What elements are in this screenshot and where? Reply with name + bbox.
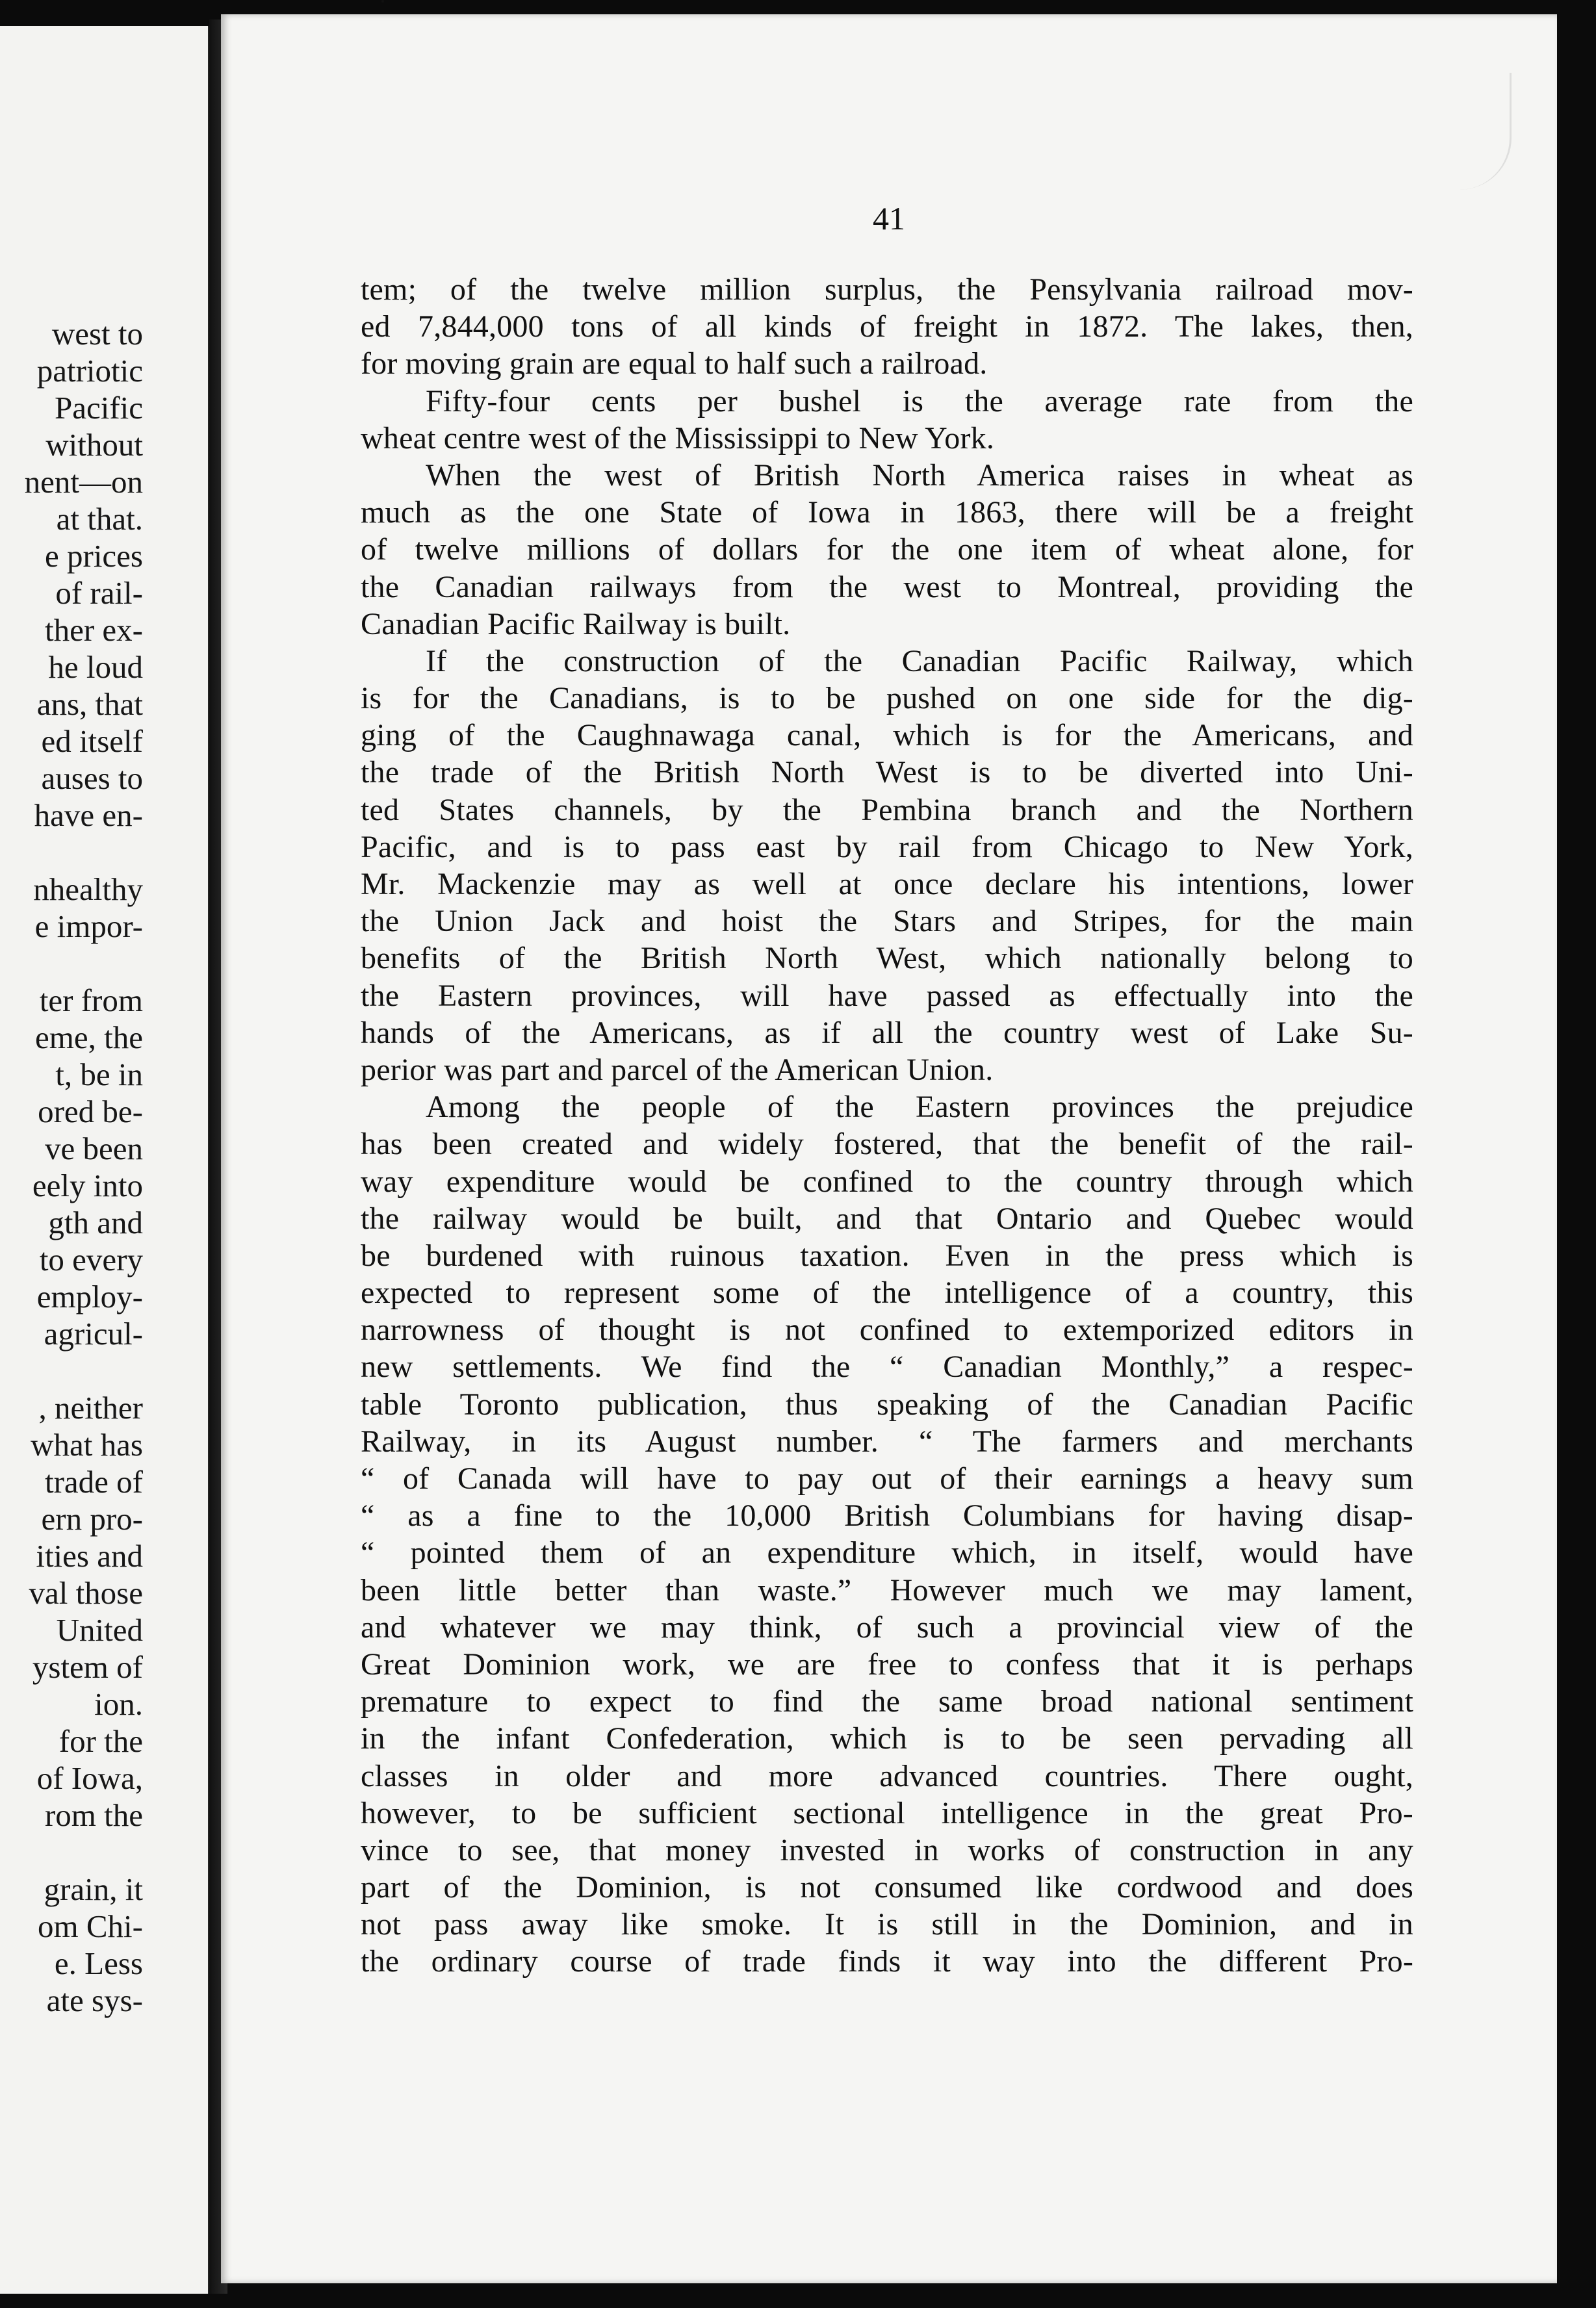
left-line: auses to [41, 760, 143, 796]
left-line [25, 1834, 143, 1871]
text-line: in the infant Confederation, which is to be seen pervading all [361, 1721, 1413, 1756]
text-line: wheat centre west of the Mississippi to New York. [361, 420, 995, 455]
left-line: what has [31, 1427, 143, 1463]
left-line: ed itself [41, 723, 143, 759]
left-line: ern pro- [41, 1501, 143, 1537]
page-stain [1438, 73, 1512, 190]
text-line: perior was part and parcel of the American Union. [361, 1052, 994, 1087]
text-line: not pass away like smoke. It is still in the Dominion, and in [361, 1907, 1413, 1942]
left-line: nhealthy [33, 871, 143, 907]
left-line: without [45, 427, 143, 463]
left-line: ystem of [32, 1649, 143, 1685]
text-line: tem; of the twelve million surplus, the Pensylvania railroad mov- [361, 272, 1413, 307]
left-line: e. Less [54, 1945, 143, 1981]
left-line: Pacific [54, 390, 143, 426]
text-line: Pacific, and is to pass east by rail from Chicago to New York, [361, 829, 1413, 864]
left-line: to every [39, 1242, 143, 1277]
text-line: of twelve millions of dollars for the one item of wheat alone, for [361, 532, 1413, 567]
text-line: Great Dominion work, we are free to confess that it is perhaps [361, 1647, 1413, 1682]
text-line: expected to represent some of the intelligence of a country, this [361, 1276, 1413, 1311]
left-line: ate sys- [46, 1982, 143, 2018]
left-line: eely into [32, 1168, 143, 1203]
text-line: benefits of the British North West, which nationally belong to [361, 941, 1413, 976]
left-line: he loud [48, 649, 143, 685]
text-line: the trade of the British North West is to be diverted into Uni- [361, 755, 1413, 790]
left-line: at that. [56, 501, 143, 537]
left-line: grain, it [44, 1871, 143, 1907]
text-line: way expenditure would be confined to the country through which [361, 1164, 1413, 1199]
left-line: ans, that [36, 686, 143, 722]
text-line: the railway would be built, and that Ontario and Quebec would [361, 1201, 1413, 1236]
text-line: is for the Canadians, is to be pushed on one side for the dig- [361, 681, 1413, 716]
main-page [221, 14, 1557, 2283]
left-line [25, 1352, 143, 1389]
left-line [25, 945, 143, 982]
text-line: “ of Canada will have to pay out of their earnings a heavy sum [361, 1461, 1413, 1496]
left-line: ored be- [38, 1094, 143, 1129]
left-page-text [25, 315, 143, 2019]
text-line: ted States channels, by the Pembina branch and the Northern [361, 792, 1413, 827]
text-line: ging of the Caughnawaga canal, which is for the Americans, and [361, 718, 1413, 753]
ink-speck [381, 0, 384, 3]
left-line: ion. [94, 1686, 143, 1722]
left-line [25, 834, 143, 871]
body-text [361, 271, 1413, 1981]
text-line: been little better than waste.” However much we may lament, [361, 1572, 1413, 1608]
text-line: premature to expect to find the same broad national sentiment [361, 1684, 1413, 1719]
left-line: eme, the [35, 1019, 143, 1055]
left-line: have en- [34, 797, 143, 833]
left-line: trade of [45, 1464, 143, 1500]
left-line: ther ex- [45, 612, 143, 648]
text-line: narrowness of thought is not confined to extemporized editors in [361, 1313, 1413, 1348]
text-line: “ pointed them of an expenditure which, in itself, would have [361, 1535, 1413, 1571]
left-line: t, be in [55, 1057, 143, 1092]
text-line: vince to see, that money invested in works of construction in any [361, 1832, 1413, 1867]
text-line: hands of the Americans, as if all the country west of Lake Su- [361, 1015, 1413, 1050]
text-line: the ordinary course of trade finds it way into the different Pro- [361, 1944, 1413, 1979]
left-line: United [56, 1612, 143, 1648]
text-line: table Toronto publication, thus speaking of the Canadian Pacific [361, 1387, 1413, 1422]
page-number: 41 [873, 200, 905, 237]
text-line: Among the people of the Eastern provinces the prejudice [426, 1090, 1413, 1125]
left-line: patriotic [36, 353, 143, 389]
left-line: nent—on [24, 464, 143, 500]
text-line: classes in older and more advanced countries. There ought, [361, 1758, 1413, 1793]
text-line: part of the Dominion, is not consumed like cordwood and does [361, 1870, 1413, 1905]
left-line: om Chi- [38, 1908, 143, 1944]
text-line: Fifty-four cents per bushel is the average rate from the [426, 383, 1413, 418]
text-line: Canadian Pacific Railway is built. [361, 606, 791, 641]
left-line: e prices [45, 538, 143, 574]
text-line: has been created and widely fostered, that the benefit of the rail- [361, 1127, 1413, 1162]
text-line: the Union Jack and hoist the Stars and Stripes, for the main [361, 904, 1413, 939]
left-line: , neither [38, 1390, 143, 1426]
text-line: however, to be sufficient sectional intelligence in the great Pro- [361, 1795, 1413, 1830]
left-line: e impor- [34, 908, 143, 944]
left-line: agricul- [44, 1316, 143, 1352]
text-line: When the west of British North America raises in wheat as [426, 457, 1413, 493]
text-line: be burdened with ruinous taxation. Even in the press which is [361, 1238, 1413, 1273]
left-line: of rail- [55, 575, 143, 611]
left-line: of Iowa, [36, 1760, 143, 1796]
text-line: new settlements. We find the “ Canadian Monthly,” a respec- [361, 1350, 1413, 1385]
left-line: ve been [45, 1131, 143, 1166]
text-line: the Canadian railways from the west to Montreal, providing the [361, 569, 1413, 604]
left-line: val those [29, 1575, 143, 1611]
left-facing-page [0, 26, 211, 2294]
text-line: ed 7,844,000 tons of all kinds of freight in 1872. The lakes, then, [361, 309, 1413, 344]
text-line: Mr. Mackenzie may as well at once declare his intentions, lower [361, 867, 1413, 901]
text-line: for moving grain are equal to half such a railroad. [361, 346, 988, 381]
left-line: employ- [36, 1279, 143, 1314]
text-line: “ as a fine to the 10,000 British Columbians for having disap- [361, 1498, 1413, 1533]
left-line: rom the [44, 1797, 143, 1833]
text-line: If the construction of the Canadian Pacific Railway, which [426, 643, 1413, 678]
text-line: Railway, in its August number. “ The farmers and merchants [361, 1424, 1413, 1459]
left-line: ities and [36, 1538, 143, 1574]
left-line: west to [51, 316, 143, 352]
left-line: gth and [48, 1205, 143, 1240]
left-line: ter from [39, 982, 143, 1018]
text-line: the Eastern provinces, will have passed as effectually into the [361, 978, 1413, 1013]
text-line: much as the one State of Iowa in 1863, there will be a freight [361, 495, 1413, 530]
left-line: for the [58, 1723, 143, 1759]
text-line: and whatever we may think, of such a provincial view of the [361, 1609, 1413, 1645]
